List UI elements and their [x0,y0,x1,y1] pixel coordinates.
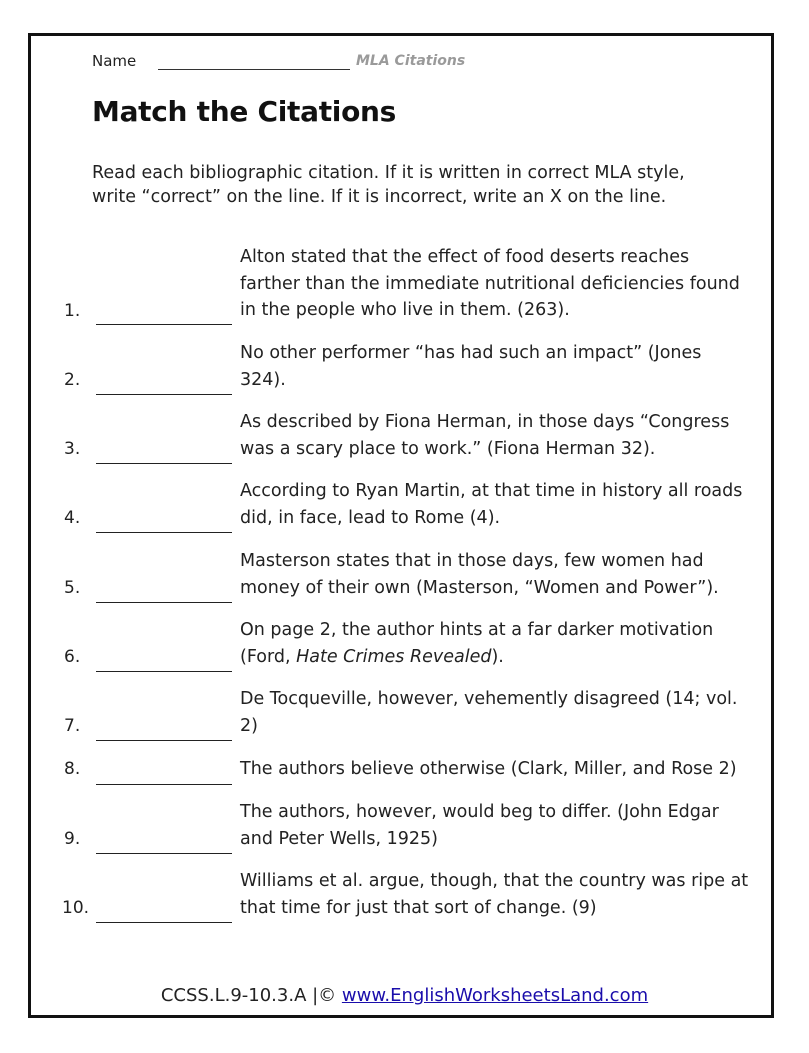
answer-blank[interactable] [96,602,232,603]
item-number: 7. [64,716,81,736]
name-row [92,50,492,72]
item-number: 9. [64,829,81,849]
item-number: 6. [64,647,81,667]
citation-text: Williams et al. argue, though, that the country was ripe at that time for just that sort of change. (9) [240,871,749,918]
citation-text-part: On page 2, the author hints at a far darker motivation (Ford, [240,620,714,667]
item-number: 8. [64,759,81,779]
item-number: 3. [64,439,81,459]
footer [0,985,809,1006]
answer-blank[interactable] [96,394,232,395]
item-number: 4. [64,508,81,528]
item-number: 5. [64,578,81,598]
answer-blank[interactable] [96,671,232,672]
worksheet-topic-tag: MLA Citations [356,53,466,69]
item-number: 10. [62,898,90,918]
answer-blank[interactable] [96,740,232,741]
answer-blank[interactable] [96,324,232,325]
answer-blank[interactable] [96,922,232,923]
item-number: 2. [64,370,81,390]
citation-text: As described by Fiona Herman, in those days “Congress was a scary place to work.” (Fiona Herman 32). [240,412,730,459]
answer-blank[interactable] [96,532,232,533]
name-label: Name [92,52,137,70]
answer-blank[interactable] [96,853,232,854]
page-title: Match the Citations [92,95,397,128]
standard-code: CCSS.L.9-10.3.A |© [160,985,342,1006]
citation-text: Alton stated that the effect of food deserts reaches farther than the immediate nutritional deficiencies found in the people who live in them. (263). [240,247,740,320]
answer-blank[interactable] [96,784,232,785]
citation-text: According to Ryan Martin, at that time in history all roads did, in face, lead to Rome (4). [240,481,743,528]
citation-text: No other performer “has had such an impact” (Jones 324). [240,343,702,390]
answer-blank[interactable] [96,463,232,464]
item-number: 1. [64,301,81,321]
citation-text: De Tocqueville, however, vehemently disagreed (14; vol. 2) [240,689,738,736]
citation-text: The authors believe otherwise (Clark, Miller, and Rose 2) [240,759,737,779]
website-link[interactable]: www.EnglishWorksheetsLand.com [341,985,649,1006]
citation-text: Masterson states that in those days, few women had money of their own (Masterson, “Women and Power”). [240,551,719,598]
citation-italic-title: Hate Crimes Revealed [296,646,492,667]
citation-text [240,617,752,670]
name-field-line[interactable] [158,69,350,70]
citation-text-part: ). [491,646,504,667]
instructions: Read each bibliographic citation. If it is written in correct MLA style, write “correct” on the line. If it is incorrect, write an X on the line. [92,163,685,207]
citation-text: The authors, however, would beg to differ. (John Edgar and Peter Wells, 1925) [240,802,719,849]
